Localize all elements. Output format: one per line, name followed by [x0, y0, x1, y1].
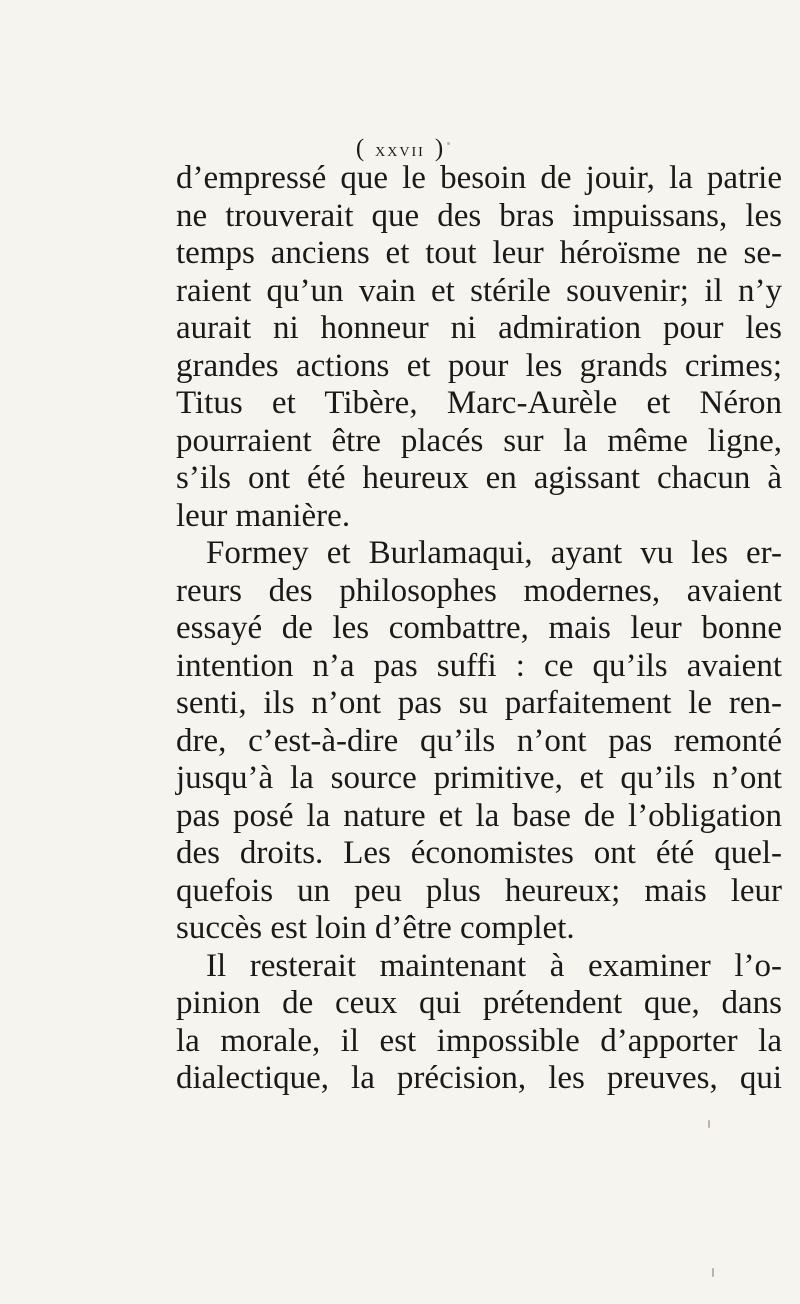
text-line: reurs des philosophes modernes, avaient: [176, 572, 782, 609]
text-line: quefois un peu plus heureux; mais leur: [176, 872, 782, 909]
text-line: ne trouverait que des bras impuissans, les: [176, 197, 782, 234]
text-line: senti, ils n’ont pas su parfaitement le ren-: [176, 685, 782, 721]
text-line: Titus et Tibère, Marc-Aurèle et Néron: [176, 385, 782, 421]
text-line: pourraient être placés sur la même ligne,: [176, 422, 782, 459]
text-line: des droits. Les économistes ont été quel-: [176, 835, 782, 871]
text-line: la morale, il est impossible d’apporter la: [176, 1022, 782, 1059]
page-number: xxvii: [375, 139, 425, 161]
text-line: raient qu’un vain et stérile souvenir; il n’y: [176, 272, 782, 309]
text-line: d’empressé que le besoin de jouir, la patrie: [176, 160, 782, 196]
text-line: s’ils ont été heureux en agissant chacun à: [176, 460, 782, 496]
body-text: [176, 160, 782, 1098]
text-line: dre, c’est-à-dire qu’ils n’ont pas remonté: [176, 722, 782, 759]
text-line: essayé de les combattre, mais leur bonne: [176, 610, 782, 646]
text-line: Il resterait maintenant à examiner l’o-: [206, 947, 782, 984]
text-line: jusqu’à la source primitive, et qu’ils n’ont: [176, 760, 782, 796]
paper-speck: [712, 1268, 714, 1277]
paper-speck: [447, 142, 450, 145]
text-line: grandes actions et pour les grands crimes;: [176, 347, 782, 384]
text-line: dialectique, la précision, les preuves, qui: [176, 1060, 782, 1096]
text-line: leur manière.: [176, 497, 351, 534]
paper-speck: [708, 1120, 710, 1128]
text-line: aurait ni honneur ni admiration pour les: [176, 310, 782, 346]
text-line: pinion de ceux qui prétendent que, dans: [176, 985, 782, 1021]
text-line: pas posé la nature et la base de l’obligation: [176, 797, 782, 834]
text-line: intention n’a pas suffi : ce qu’ils avaient: [176, 647, 782, 684]
header-open-paren: (: [355, 135, 366, 162]
text-line: Formey et Burlamaqui, ayant vu les er-: [206, 535, 782, 571]
text-line: succès est loin d’être complet.: [176, 910, 575, 946]
header-close-paren: ): [434, 135, 445, 162]
text-line: temps anciens et tout leur héroïsme ne se-: [176, 235, 782, 271]
